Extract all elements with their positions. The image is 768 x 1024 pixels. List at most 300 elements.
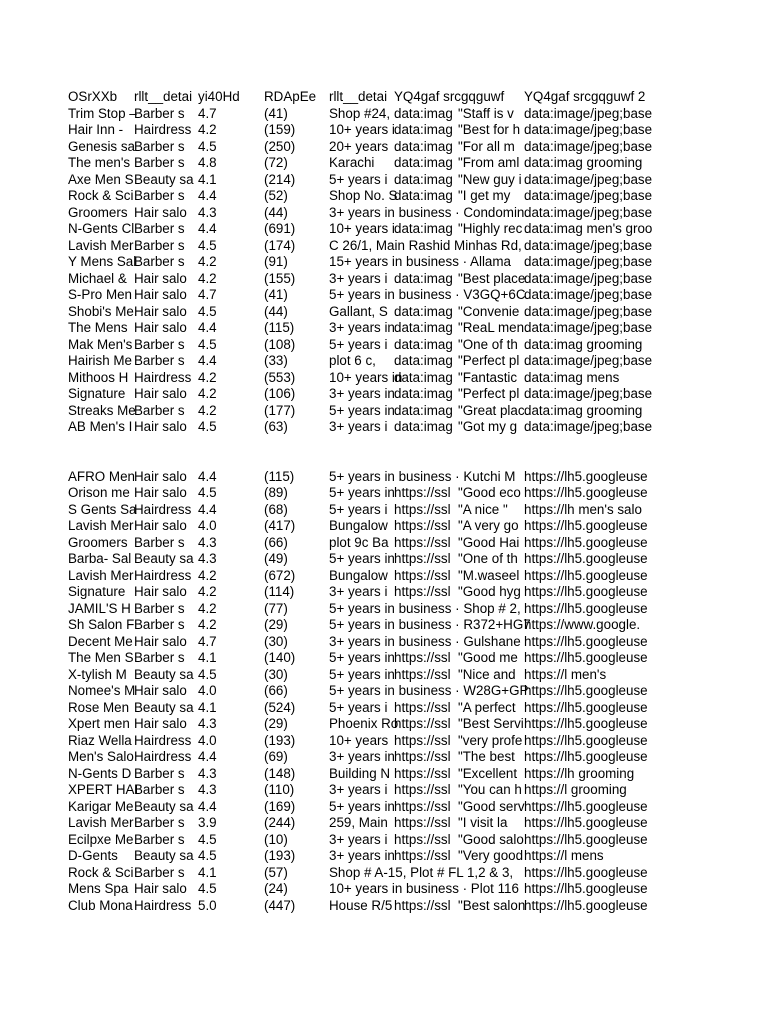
table-cell[interactable]: https://lh5.googleuse xyxy=(524,732,648,748)
table-cell[interactable]: Hairdress xyxy=(134,501,192,517)
table-cell[interactable]: Barber s xyxy=(134,402,185,418)
table-cell[interactable]: Club Mona xyxy=(68,897,133,913)
table-cell[interactable]: data:imag xyxy=(394,155,453,170)
table-cell[interactable]: (41) xyxy=(264,287,288,302)
table-cell[interactable]: Barber s xyxy=(134,105,185,121)
table-cell[interactable]: https://ssl xyxy=(394,518,451,533)
table-cell[interactable]: 3+ years i xyxy=(329,584,388,599)
table-cell[interactable]: data:image/jpeg;base xyxy=(524,287,653,302)
table-cell[interactable]: Decent Me xyxy=(68,633,133,649)
table-cell[interactable]: (250) xyxy=(264,138,296,154)
table-cell[interactable]: 5+ years in xyxy=(329,666,395,682)
table-cell[interactable]: https://lh5.googleuse xyxy=(524,518,648,533)
table-cell[interactable]: data:imag xyxy=(394,105,453,121)
table-cell[interactable]: Hair salo xyxy=(134,204,187,220)
table-cell[interactable]: "Good eco xyxy=(458,485,521,500)
table-cell[interactable]: Trim Stop – xyxy=(68,105,137,121)
table-cell[interactable]: "Highly rec xyxy=(458,221,523,236)
table-cell[interactable]: Barber s xyxy=(134,782,185,797)
table-cell[interactable]: (41) xyxy=(264,105,288,121)
table-cell[interactable]: https://ssl xyxy=(394,666,451,682)
table-cell[interactable]: data:image/jpeg;base xyxy=(524,237,653,253)
table-cell[interactable]: (66) xyxy=(264,534,288,550)
table-cell[interactable]: Groomers xyxy=(68,534,128,550)
table-cell[interactable]: 4.5 xyxy=(198,485,217,500)
table-cell[interactable]: Signature xyxy=(68,386,126,401)
table-cell[interactable]: Barber s xyxy=(134,534,185,550)
table-cell[interactable]: "Good Hai xyxy=(458,534,520,550)
table-cell[interactable]: https://lh5.googleuse xyxy=(524,798,648,814)
table-cell[interactable]: https://lh5.googleuse xyxy=(524,584,648,599)
table-cell[interactable]: 4.4 xyxy=(198,798,217,814)
table-cell[interactable]: https://ssl xyxy=(394,534,451,550)
table-cell[interactable]: N-Gents Cl xyxy=(68,221,135,236)
table-cell[interactable]: data:imag xyxy=(394,171,453,187)
table-cell[interactable]: (24) xyxy=(264,881,288,896)
table-cell[interactable]: (52) xyxy=(264,188,288,203)
table-cell[interactable]: https://lh5.googleuse xyxy=(524,650,648,665)
table-cell[interactable]: (417) xyxy=(264,518,296,533)
table-cell[interactable]: (106) xyxy=(264,386,296,401)
table-cell[interactable]: Barber s xyxy=(134,617,185,632)
table-cell[interactable]: Hair salo xyxy=(134,270,187,286)
table-cell[interactable]: 4.2 xyxy=(198,402,217,418)
table-cell[interactable]: https://ssl xyxy=(394,551,451,566)
table-cell[interactable]: Y Mens Sal xyxy=(68,254,137,269)
table-cell[interactable]: Hair salo xyxy=(134,584,187,599)
table-cell[interactable]: "ReaL men xyxy=(458,320,525,335)
table-cell[interactable]: House R/5 xyxy=(329,897,393,913)
table-cell[interactable]: data:imag xyxy=(394,303,453,319)
table-cell[interactable]: "Good hyg xyxy=(458,584,521,599)
table-cell[interactable]: (108) xyxy=(264,336,296,352)
table-cell[interactable]: https://ssl xyxy=(394,831,451,847)
table-cell[interactable]: AFRO Men xyxy=(68,468,135,484)
table-cell[interactable]: 5+ years in business · Shop # 2, xyxy=(329,600,521,616)
table-cell[interactable]: XPERT HAI xyxy=(68,782,139,797)
table-cell[interactable]: Hairdress xyxy=(134,732,192,748)
table-cell[interactable]: https://ssl xyxy=(394,782,451,797)
table-cell[interactable]: "Got my g xyxy=(458,419,518,434)
table-cell[interactable]: (110) xyxy=(264,782,295,797)
table-cell[interactable]: 4.4 xyxy=(198,749,217,764)
table-cell[interactable]: 4.7 xyxy=(198,287,217,302)
table-cell[interactable]: Hairdress xyxy=(134,897,192,913)
table-cell[interactable]: 5+ years in business · V3GQ+6C xyxy=(329,287,526,302)
table-cell[interactable]: Hair salo xyxy=(134,716,187,731)
table-cell[interactable]: https://ssl xyxy=(394,485,451,500)
table-cell[interactable]: Barber s xyxy=(134,650,185,665)
table-cell[interactable]: 4.5 xyxy=(198,303,217,319)
table-cell[interactable]: data:imag xyxy=(394,138,453,154)
table-cell[interactable]: 10+ years in business · Plot 116 xyxy=(329,881,519,896)
header-cell[interactable]: OSrXXb xyxy=(68,89,118,104)
table-cell[interactable]: (177) xyxy=(264,402,296,418)
table-cell[interactable]: 10+ years xyxy=(329,732,389,748)
table-cell[interactable]: "Staff is v xyxy=(458,105,514,121)
table-cell[interactable]: Axe Men S xyxy=(68,171,134,187)
table-cell[interactable]: (44) xyxy=(264,204,288,220)
table-cell[interactable]: (159) xyxy=(264,122,296,137)
table-cell[interactable]: 4.1 xyxy=(198,864,217,880)
table-cell[interactable]: 4.3 xyxy=(198,765,217,781)
header-cell[interactable]: RDApEe xyxy=(264,89,317,104)
table-cell[interactable]: Beauty sa xyxy=(134,666,194,682)
table-cell[interactable]: plot 9c Ba xyxy=(329,534,389,550)
table-cell[interactable]: Phoenix Ro xyxy=(329,716,399,731)
table-cell[interactable]: (44) xyxy=(264,303,288,319)
table-cell[interactable]: https://l men's xyxy=(524,666,607,682)
table-cell[interactable]: 4.5 xyxy=(198,138,217,154)
table-cell[interactable]: "One of th xyxy=(458,551,518,566)
table-cell[interactable]: data:image/jpeg;base xyxy=(524,419,653,434)
header-cell[interactable]: rllt__detai xyxy=(134,89,193,104)
table-cell[interactable]: C 26/1, Main Rashid Minhas Rd, xyxy=(329,237,522,253)
table-cell[interactable]: 15+ years in business · Allama xyxy=(329,254,511,269)
table-cell[interactable]: 4.5 xyxy=(198,237,217,253)
table-cell[interactable]: "Perfect pl xyxy=(458,353,520,368)
table-cell[interactable]: Barber s xyxy=(134,864,185,880)
table-cell[interactable]: data:imag xyxy=(394,369,453,385)
table-cell[interactable]: 4.3 xyxy=(198,782,217,797)
table-cell[interactable]: https://lh5.googleuse xyxy=(524,699,648,715)
table-cell[interactable]: Karachi xyxy=(329,155,375,170)
table-cell[interactable]: Rose Men xyxy=(68,699,130,715)
table-cell[interactable]: Genesis sa xyxy=(68,138,135,154)
table-cell[interactable]: Barber s xyxy=(134,353,185,368)
table-cell[interactable]: Hair salo xyxy=(134,485,187,500)
table-cell[interactable]: 4.2 xyxy=(198,270,217,286)
table-cell[interactable]: 4.3 xyxy=(198,204,217,220)
table-cell[interactable]: data:image/jpeg;base xyxy=(524,171,653,187)
table-cell[interactable]: Barber s xyxy=(134,254,185,269)
table-cell[interactable]: data:imag mens xyxy=(524,369,620,385)
table-cell[interactable]: 4.1 xyxy=(198,171,217,187)
table-cell[interactable]: 4.5 xyxy=(198,336,217,352)
table-cell[interactable]: Bungalow xyxy=(329,567,388,583)
table-cell[interactable]: https://ssl xyxy=(394,699,451,715)
table-cell[interactable]: 3+ years in business · Condomin xyxy=(329,204,525,220)
table-cell[interactable]: data:image/jpeg;base xyxy=(524,105,653,121)
table-cell[interactable]: (63) xyxy=(264,419,288,434)
table-cell[interactable]: Rock & Sci xyxy=(68,864,134,880)
table-cell[interactable]: (114) xyxy=(264,584,295,599)
table-cell[interactable]: X-tylish M xyxy=(68,666,127,682)
table-cell[interactable]: https://ssl xyxy=(394,716,451,731)
table-cell[interactable]: (169) xyxy=(264,798,296,814)
table-cell[interactable]: "Convenie xyxy=(458,303,520,319)
table-cell[interactable]: (115) xyxy=(264,320,295,335)
table-cell[interactable]: The Men S xyxy=(68,650,134,665)
table-cell[interactable]: (33) xyxy=(264,353,288,368)
table-cell[interactable]: Karigar Me xyxy=(68,798,134,814)
table-cell[interactable]: https://lh5.googleuse xyxy=(524,881,648,896)
header-cell[interactable]: YQ4gaf srcgqguwf 2 xyxy=(524,89,646,104)
table-cell[interactable]: 259, Main xyxy=(329,815,388,830)
table-cell[interactable]: 3.9 xyxy=(198,815,217,830)
table-cell[interactable]: (89) xyxy=(264,485,288,500)
table-cell[interactable]: (29) xyxy=(264,716,288,731)
table-cell[interactable]: Building N xyxy=(329,765,391,781)
table-cell[interactable]: "Fantastic xyxy=(458,369,518,385)
table-cell[interactable]: (193) xyxy=(264,848,296,863)
table-cell[interactable]: Hair salo xyxy=(134,320,187,335)
table-cell[interactable]: https://lh5.googleuse xyxy=(524,600,648,616)
table-cell[interactable]: "Best place xyxy=(458,270,526,286)
table-cell[interactable]: (49) xyxy=(264,551,288,566)
table-cell[interactable]: (524) xyxy=(264,699,296,715)
table-cell[interactable]: Streaks Me xyxy=(68,402,136,418)
table-cell[interactable]: 4.5 xyxy=(198,848,217,863)
table-cell[interactable]: Lavish Mer xyxy=(68,518,134,533)
table-cell[interactable]: https://lh5.googleuse xyxy=(524,683,648,698)
table-cell[interactable]: data:image/jpeg;base xyxy=(524,254,653,269)
table-cell[interactable]: https://lh5.googleuse xyxy=(524,567,648,583)
table-cell[interactable]: (553) xyxy=(264,369,296,385)
table-cell[interactable]: 3+ years i xyxy=(329,831,388,847)
table-cell[interactable]: Hair salo xyxy=(134,468,187,484)
table-cell[interactable]: (115) xyxy=(264,468,295,484)
table-cell[interactable]: (10) xyxy=(264,831,288,847)
table-cell[interactable]: Hairdress xyxy=(134,369,192,385)
table-cell[interactable]: data:imag xyxy=(394,386,453,401)
table-cell[interactable]: https://ssl xyxy=(394,897,451,913)
table-cell[interactable]: https://www.google. xyxy=(524,617,641,632)
table-cell[interactable]: Michael & xyxy=(68,270,127,286)
table-cell[interactable]: Signature xyxy=(68,584,126,599)
table-cell[interactable]: Riaz Wella xyxy=(68,732,132,748)
table-cell[interactable]: 5.0 xyxy=(198,897,217,913)
table-cell[interactable]: Beauty sa xyxy=(134,551,194,566)
table-cell[interactable]: Shop No. S xyxy=(329,188,398,203)
table-cell[interactable]: (68) xyxy=(264,501,288,517)
table-cell[interactable]: data:imag men's groo xyxy=(524,221,653,236)
table-cell[interactable]: https://lh5.googleuse xyxy=(524,633,648,649)
table-cell[interactable]: data:image/jpeg;base xyxy=(524,353,653,368)
table-cell[interactable]: Barber s xyxy=(134,765,185,781)
table-cell[interactable]: 4.4 xyxy=(198,320,217,335)
table-cell[interactable]: 3+ years i xyxy=(329,270,388,286)
table-cell[interactable]: S-Pro Men xyxy=(68,287,132,302)
table-cell[interactable]: 4.8 xyxy=(198,155,217,170)
table-cell[interactable]: https://lh5.googleuse xyxy=(524,534,648,550)
table-cell[interactable]: "You can h xyxy=(458,782,522,797)
table-cell[interactable]: data:imag xyxy=(394,353,453,368)
table-cell[interactable]: 5+ years in business · Kutchi M xyxy=(329,468,516,484)
table-cell[interactable]: "very profe xyxy=(458,732,523,748)
table-cell[interactable]: https://ssl xyxy=(394,765,451,781)
table-cell[interactable]: https://ssl xyxy=(394,567,451,583)
table-cell[interactable]: 5+ years in business · W28G+GP xyxy=(329,683,529,698)
table-cell[interactable]: Ecilpxe Me xyxy=(68,831,134,847)
table-cell[interactable]: 4.5 xyxy=(198,881,217,896)
table-cell[interactable]: 5+ years in xyxy=(329,650,395,665)
table-cell[interactable]: https://l mens xyxy=(524,848,604,863)
table-cell[interactable]: 4.7 xyxy=(198,105,217,121)
header-cell[interactable]: yi40Hd xyxy=(198,89,240,104)
table-cell[interactable]: https://lh5.googleuse xyxy=(524,897,648,913)
table-cell[interactable]: 4.3 xyxy=(198,551,217,566)
header-cell[interactable]: YQ4gaf srcgqguwf xyxy=(394,89,505,104)
table-cell[interactable]: data:image/jpeg;base xyxy=(524,122,653,137)
table-cell[interactable]: "New guy i xyxy=(458,171,522,187)
table-cell[interactable]: 4.4 xyxy=(198,468,217,484)
table-cell[interactable]: Barber s xyxy=(134,221,185,236)
table-cell[interactable]: 3+ years in xyxy=(329,749,395,764)
table-cell[interactable]: Lavish Mer xyxy=(68,815,134,830)
table-cell[interactable]: Hair salo xyxy=(134,683,187,698)
table-cell[interactable]: data:image/jpeg;base xyxy=(524,320,653,335)
table-cell[interactable]: (30) xyxy=(264,633,288,649)
table-cell[interactable]: "Good salo xyxy=(458,831,524,847)
table-cell[interactable]: Hairish Me xyxy=(68,353,132,368)
table-cell[interactable]: Mithoos H xyxy=(68,369,129,385)
table-cell[interactable]: data:image/jpeg;base xyxy=(524,188,653,203)
table-cell[interactable]: 4.3 xyxy=(198,716,217,731)
table-cell[interactable]: (57) xyxy=(264,864,288,880)
table-cell[interactable]: 4.3 xyxy=(198,534,217,550)
table-cell[interactable]: https://lh grooming xyxy=(524,765,635,781)
table-cell[interactable]: https://ssl xyxy=(394,749,451,764)
table-cell[interactable]: "From aml xyxy=(458,155,520,170)
header-cell[interactable]: rllt__detai xyxy=(329,89,388,104)
table-cell[interactable]: "Nice and xyxy=(458,666,516,682)
table-cell[interactable]: Barber s xyxy=(134,815,185,830)
table-cell[interactable]: (691) xyxy=(264,221,296,236)
table-cell[interactable]: 4.2 xyxy=(198,122,217,137)
table-cell[interactable]: https://lh5.googleuse xyxy=(524,831,648,847)
table-cell[interactable]: 3+ years in business · Gulshane xyxy=(329,633,521,649)
table-cell[interactable]: "Best salon xyxy=(458,897,526,913)
table-cell[interactable]: Mens Spa xyxy=(68,881,129,896)
table-cell[interactable]: "For all m xyxy=(458,138,515,154)
table-cell[interactable]: 4.2 xyxy=(198,600,217,616)
table-cell[interactable]: 5+ years i xyxy=(329,699,388,715)
table-cell[interactable]: Shop # A-15, Plot # FL 1,2 & 3, xyxy=(329,864,514,880)
table-cell[interactable]: data:imag xyxy=(394,419,453,434)
table-cell[interactable]: (140) xyxy=(264,650,296,665)
table-cell[interactable]: 5+ years in xyxy=(329,798,395,814)
table-cell[interactable]: "Good me xyxy=(458,650,518,665)
table-cell[interactable]: https://ssl xyxy=(394,501,451,517)
table-cell[interactable]: 5+ years i xyxy=(329,171,388,187)
table-cell[interactable]: 4.4 xyxy=(198,188,217,203)
table-cell[interactable]: 5+ years i xyxy=(329,501,388,517)
table-cell[interactable]: Groomers xyxy=(68,204,128,220)
table-cell[interactable]: Hairdress xyxy=(134,567,192,583)
table-cell[interactable]: data:imag xyxy=(394,320,453,335)
table-cell[interactable]: Barber s xyxy=(134,831,185,847)
table-cell[interactable]: (155) xyxy=(264,270,296,286)
table-cell[interactable]: Hair salo xyxy=(134,633,187,649)
table-cell[interactable]: "M.waseel xyxy=(458,567,520,583)
table-cell[interactable]: "Excellent xyxy=(458,765,518,781)
table-cell[interactable]: Beauty sa xyxy=(134,848,194,863)
table-cell[interactable]: Nomee's M xyxy=(68,683,136,698)
table-cell[interactable]: 5+ years in xyxy=(329,551,395,566)
table-cell[interactable]: Beauty sa xyxy=(134,798,194,814)
table-cell[interactable]: Hair salo xyxy=(134,419,187,434)
table-cell[interactable]: 4.0 xyxy=(198,732,217,748)
table-cell[interactable]: 4.0 xyxy=(198,518,217,533)
table-cell[interactable]: "One of th xyxy=(458,336,518,352)
table-cell[interactable]: Barber s xyxy=(134,138,185,154)
table-cell[interactable]: (174) xyxy=(264,237,296,253)
table-cell[interactable]: (29) xyxy=(264,617,288,632)
table-cell[interactable]: Hair Inn - xyxy=(68,122,124,137)
table-cell[interactable]: data:imag grooming xyxy=(524,155,643,170)
table-cell[interactable]: https://ssl xyxy=(394,650,451,665)
table-cell[interactable]: "Best for h xyxy=(458,122,521,137)
table-cell[interactable]: (244) xyxy=(264,815,296,830)
table-cell[interactable]: Barber s xyxy=(134,600,185,616)
table-cell[interactable]: Shop #24, xyxy=(329,105,391,121)
table-cell[interactable]: "I visit la xyxy=(458,815,508,830)
table-cell[interactable]: 4.1 xyxy=(198,699,217,715)
table-cell[interactable]: https://l grooming xyxy=(524,782,627,797)
table-cell[interactable]: AB Men's I xyxy=(68,419,133,434)
table-cell[interactable]: (72) xyxy=(264,155,288,170)
table-cell[interactable]: (30) xyxy=(264,666,288,682)
table-cell[interactable]: https://lh men's salo xyxy=(524,501,642,517)
table-cell[interactable]: https://ssl xyxy=(394,732,451,748)
table-cell[interactable]: 10+ years i xyxy=(329,221,395,236)
table-cell[interactable]: Barber s xyxy=(134,237,185,253)
table-cell[interactable]: 20+ years xyxy=(329,138,389,154)
table-cell[interactable]: Xpert men xyxy=(68,716,130,731)
table-cell[interactable]: (69) xyxy=(264,749,288,764)
table-cell[interactable]: https://lh5.googleuse xyxy=(524,864,648,880)
table-cell[interactable]: "A very go xyxy=(458,518,519,533)
table-cell[interactable]: 4.2 xyxy=(198,617,217,632)
table-cell[interactable]: (77) xyxy=(264,600,288,616)
table-cell[interactable]: Sh Salon F xyxy=(68,617,135,632)
table-cell[interactable]: (214) xyxy=(264,171,296,187)
table-cell[interactable]: 4.2 xyxy=(198,369,217,385)
table-cell[interactable]: (193) xyxy=(264,732,296,748)
table-cell[interactable]: https://ssl xyxy=(394,584,451,599)
table-cell[interactable]: 4.5 xyxy=(198,666,217,682)
table-cell[interactable]: Beauty sa xyxy=(134,699,194,715)
table-cell[interactable]: Barba- Sal xyxy=(68,551,132,566)
table-cell[interactable]: 4.5 xyxy=(198,419,217,434)
table-cell[interactable]: Hairdress xyxy=(134,122,192,137)
table-cell[interactable]: 5+ years in xyxy=(329,485,395,500)
table-cell[interactable]: "A nice " xyxy=(458,501,508,517)
table-cell[interactable]: "Great plac xyxy=(458,402,525,418)
table-cell[interactable]: https://lh5.googleuse xyxy=(524,716,648,731)
table-cell[interactable]: The Mens xyxy=(68,320,128,335)
table-cell[interactable]: Lavish Mer xyxy=(68,237,134,253)
table-cell[interactable]: Shobi's Me xyxy=(68,303,134,319)
table-cell[interactable]: "Perfect pl xyxy=(458,386,520,401)
table-cell[interactable]: 5+ years in business · R372+HG7 xyxy=(329,617,531,632)
table-cell[interactable]: https://lh5.googleuse xyxy=(524,551,648,566)
table-cell[interactable]: data:image/jpeg;base xyxy=(524,138,653,154)
table-cell[interactable]: https://lh5.googleuse xyxy=(524,749,648,764)
table-cell[interactable]: data:image/jpeg;base xyxy=(524,303,653,319)
table-cell[interactable]: Hair salo xyxy=(134,303,187,319)
table-cell[interactable]: N-Gents D xyxy=(68,765,132,781)
table-cell[interactable]: 3+ years i xyxy=(329,419,388,434)
table-cell[interactable]: "Best Servi xyxy=(458,716,524,731)
table-cell[interactable]: data:imag xyxy=(394,270,453,286)
table-cell[interactable]: Rock & Sci xyxy=(68,188,134,203)
table-cell[interactable]: D-Gents xyxy=(68,848,118,863)
table-cell[interactable]: 4.2 xyxy=(198,386,217,401)
table-cell[interactable]: "I get my xyxy=(458,188,511,203)
table-cell[interactable]: Barber s xyxy=(134,188,185,203)
